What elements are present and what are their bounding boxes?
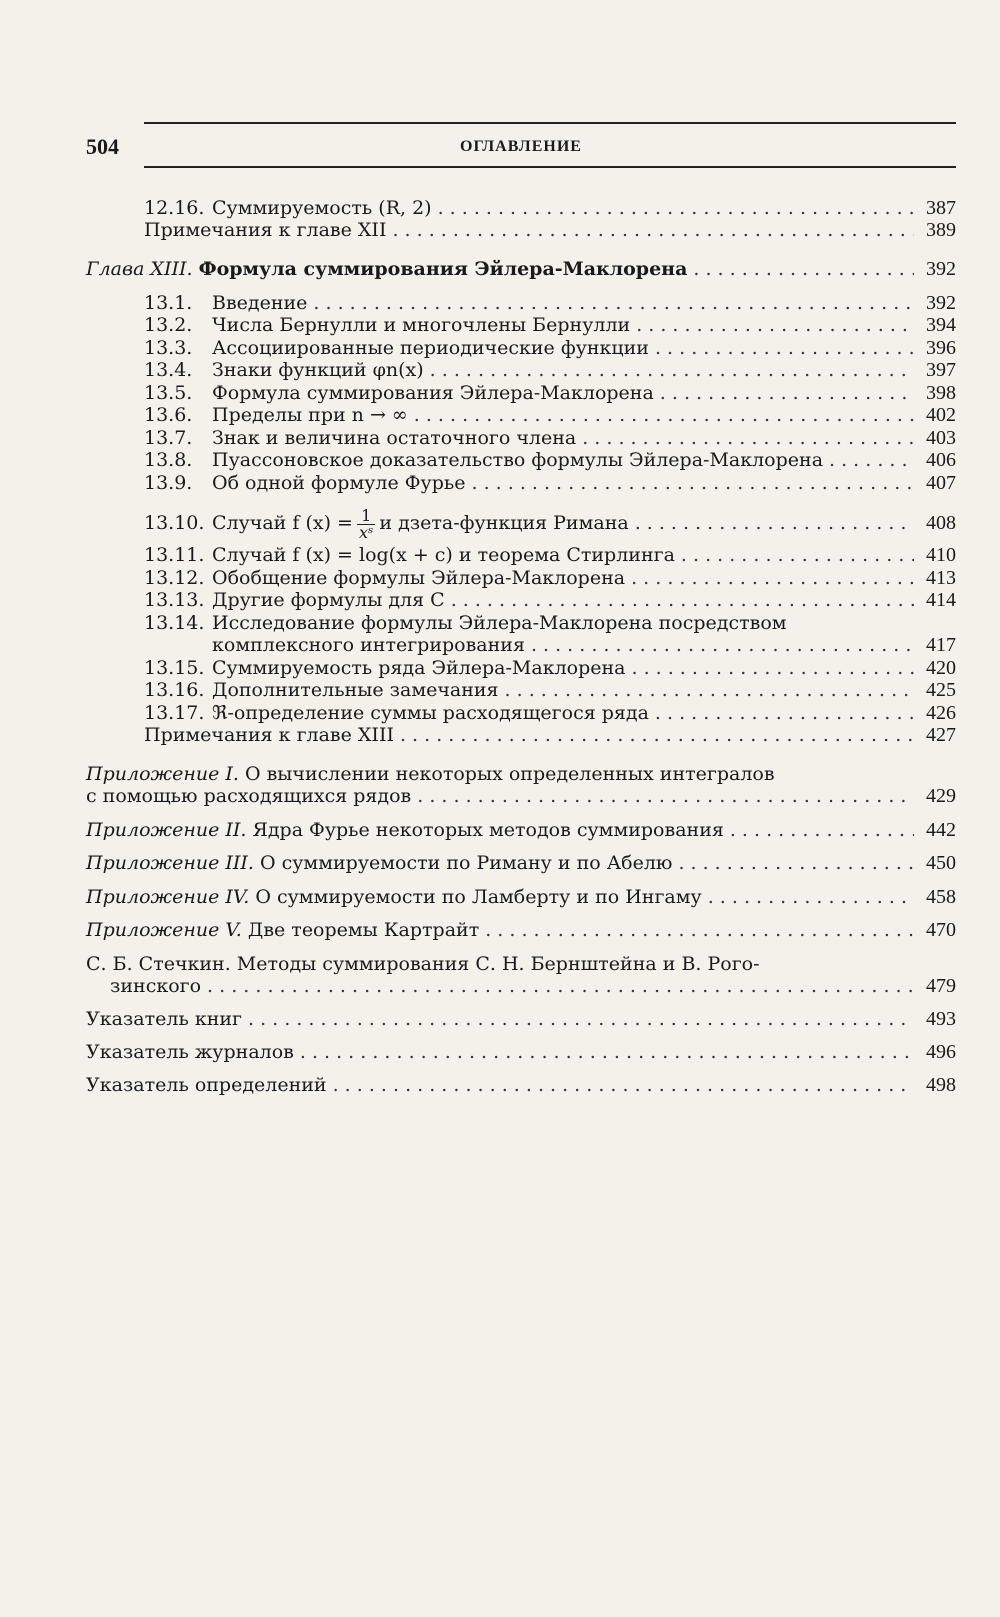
entry-title: Об одной формуле Фурье [212,472,466,494]
toc-entry[interactable] [86,292,956,314]
entry-number: 13.12. [144,567,205,589]
entry-page: 427 [926,724,956,746]
entry-number: 13.17. [144,702,205,724]
toc-entry[interactable] [86,702,956,724]
entry-page: 417 [926,634,956,656]
entry-number: 13.13. [144,589,205,611]
toc-entry-line2[interactable] [86,634,956,656]
entry-page: 413 [926,567,956,589]
toc-entry[interactable] [86,449,956,471]
entry-number: 13.10. [144,512,205,534]
toc-entry[interactable] [86,679,956,701]
entry-title: Дополнительные замечания [212,679,499,701]
index-title: Указатель журналов [86,1041,294,1063]
leader-dots [333,1074,914,1096]
entry-page: 408 [926,512,956,534]
appendix-title: О суммируемости по Ламберту и по Ингаму [255,886,702,908]
entry-title: Ассоциированные периодические функции [212,337,649,359]
toc-entry[interactable] [86,197,956,219]
leader-dots [207,975,914,997]
toc-entry[interactable] [86,337,956,359]
leader-dots [660,382,914,404]
leader-dots [730,819,914,841]
toc-entry[interactable] [86,382,956,404]
article-title-line1: С. Б. Стечкин. Методы суммирования С. Н. Бернштейна и В. Рого- [86,953,760,975]
entry-page: 407 [926,472,956,494]
appendix-entry[interactable] [86,852,956,874]
leader-dots [631,567,914,589]
entry-title-line2: комплексного интегрирования [212,634,525,656]
appendix-title: Ядра Фурье некоторых методов суммирования [252,819,724,841]
toc-entry[interactable] [86,724,956,746]
entry-number: 13.7. [144,427,193,449]
appendix-label: Приложение II. [86,819,247,841]
toc-entry[interactable] [86,472,956,494]
fraction [357,505,375,542]
running-title: ОГЛАВЛЕНИЕ [460,138,582,155]
entry-title: Пуассоновское доказательство формулы Эйлера-Маклорена [212,449,824,471]
appendix-entry[interactable] [86,819,956,841]
entry-title: Суммируемость ряда Эйлера-Маклорена [212,657,626,679]
appendix-label: Приложение III. [86,852,254,874]
appendix-label: Приложение I. [86,763,239,785]
entry-title: Примечания к главе XII [144,219,387,241]
page-header [86,122,956,170]
entry-number: 13.5. [144,382,193,404]
leader-dots [313,292,914,314]
leader-dots [430,359,914,381]
leader-dots [582,427,914,449]
leader-dots [655,337,914,359]
entry-page: 397 [926,359,956,381]
leader-dots [655,702,914,724]
entry-number: 13.14. [144,612,205,634]
leader-dots [300,1041,914,1063]
leader-dots [451,589,914,611]
entry-page: 498 [926,1074,956,1096]
entry-page: 389 [926,219,956,241]
entry-page: 392 [926,292,956,314]
leader-dots [400,724,914,746]
entry-page: 396 [926,337,956,359]
leader-dots [248,1008,914,1030]
entry-title-prefix: Случай f (x) = [212,512,353,534]
entry-page: 450 [926,852,956,874]
appendix-title: О суммируемости по Риману и по Абелю [260,852,673,874]
appendix-entry[interactable] [86,919,956,941]
entry-title: Суммируемость (R, 2) [212,197,432,219]
entry-page: 429 [926,785,956,807]
toc-entry[interactable] [86,427,956,449]
entry-page: 420 [926,657,956,679]
entry-title: Другие формулы для C [212,589,445,611]
toc-entry[interactable] [86,314,956,336]
leader-dots [438,197,914,219]
index-entry[interactable] [86,1074,956,1096]
entry-page: 493 [926,1008,956,1030]
toc-entry[interactable] [86,359,956,381]
entry-page: 387 [926,197,956,219]
chapter-title: Формула суммирования Эйлера-Маклорена [198,258,688,280]
appendix-entry-line2[interactable] [86,785,956,807]
toc-entry[interactable] [86,589,956,611]
entry-page: 403 [926,427,956,449]
leader-dots [693,258,914,280]
leader-dots [531,634,914,656]
leader-dots [485,919,914,941]
article-entry-line1[interactable] [86,953,956,975]
appendix-title-line1: О вычислении некоторых определенных интегралов [244,763,775,785]
chapter-entry[interactable] [86,258,956,280]
toc-entry[interactable] [86,506,956,541]
toc-entry[interactable] [86,404,956,426]
entry-title: Знак и величина остаточного члена [212,427,577,449]
leader-dots [829,449,914,471]
entry-page: 392 [926,258,956,280]
entry-page: 425 [926,679,956,701]
entry-page: 402 [926,404,956,426]
toc-entry[interactable] [86,567,956,589]
article-entry-line2[interactable] [86,975,956,997]
index-entry[interactable] [86,1041,956,1063]
leader-dots [631,657,914,679]
entry-page: 458 [926,886,956,908]
entry-number: 13.15. [144,657,205,679]
entry-title: Введение [212,292,308,314]
entry-page: 406 [926,449,956,471]
entry-page: 414 [926,589,956,611]
appendix-title-line2: с помощью расходящихся рядов [86,785,412,807]
entry-title-suffix: и дзета-функция Римана [379,512,629,534]
entry-title: Формула суммирования Эйлера-Маклорена [212,382,654,404]
entry-title: Случай f (x) = log(x + c) и теорема Стирлинга [212,544,675,566]
entry-page: 470 [926,919,956,941]
appendix-entry[interactable] [86,886,956,908]
leader-dots [505,679,914,701]
entry-title: Знаки функций φn(x) [212,359,424,381]
entry-title: Числа Бернулли и многочлены Бернулли [212,314,631,336]
index-title: Указатель определений [86,1074,327,1096]
entry-title-line1: Исследование формулы Эйлера-Маклорена посредством [212,612,787,634]
leader-dots [392,219,914,241]
entry-number: 13.9. [144,472,193,494]
index-entry[interactable] [86,1008,956,1030]
entry-page: 410 [926,544,956,566]
entry-page: 442 [926,819,956,841]
fraction-denominator: xˢ [358,522,374,542]
entry-number: 13.16. [144,679,205,701]
toc-entry[interactable] [86,219,956,241]
entry-title: ℜ-определение суммы расходящегося ряда [212,702,649,724]
leader-dots [472,472,915,494]
article-title-line2: зинского [110,975,202,997]
entry-number: 13.2. [144,314,193,336]
entry-number: 13.1. [144,292,193,314]
appendix-title: Две теоремы Картрайт [247,919,480,941]
header-rule-bottom [144,166,956,168]
entry-number: 12.16. [144,197,205,219]
leader-dots [417,785,914,807]
entry-number: 13.4. [144,359,193,381]
entry-number: 13.6. [144,404,193,426]
entry-number: 13.11. [144,544,205,566]
appendix-label: Приложение IV. [86,886,250,908]
entry-page: 426 [926,702,956,724]
toc-entry-line1[interactable] [86,612,956,634]
entry-number: 13.3. [144,337,193,359]
appendix-entry-line1[interactable] [86,763,956,785]
leader-dots [708,886,914,908]
entry-page: 394 [926,314,956,336]
fraction-numerator: 1 [357,508,375,525]
leader-dots [636,314,914,336]
entry-number: 13.8. [144,449,193,471]
entry-title: Примечания к главе XIII [144,724,394,746]
appendix-label: Приложение V. [86,919,242,941]
leader-dots [678,852,914,874]
entry-page: 398 [926,382,956,404]
leader-dots [635,506,914,540]
page-number: 504 [86,134,119,159]
toc-entry[interactable] [86,544,956,566]
leader-dots [414,404,914,426]
leader-dots [681,544,914,566]
entry-title: Пределы при n → ∞ [212,404,408,426]
index-title: Указатель книг [86,1008,242,1030]
chapter-label: Глава XIII. [86,258,193,280]
toc-entry[interactable] [86,657,956,679]
entry-page: 479 [926,975,956,997]
entry-page: 496 [926,1041,956,1063]
entry-title: Обобщение формулы Эйлера-Маклорена [212,567,626,589]
header-rule-top [144,122,956,124]
